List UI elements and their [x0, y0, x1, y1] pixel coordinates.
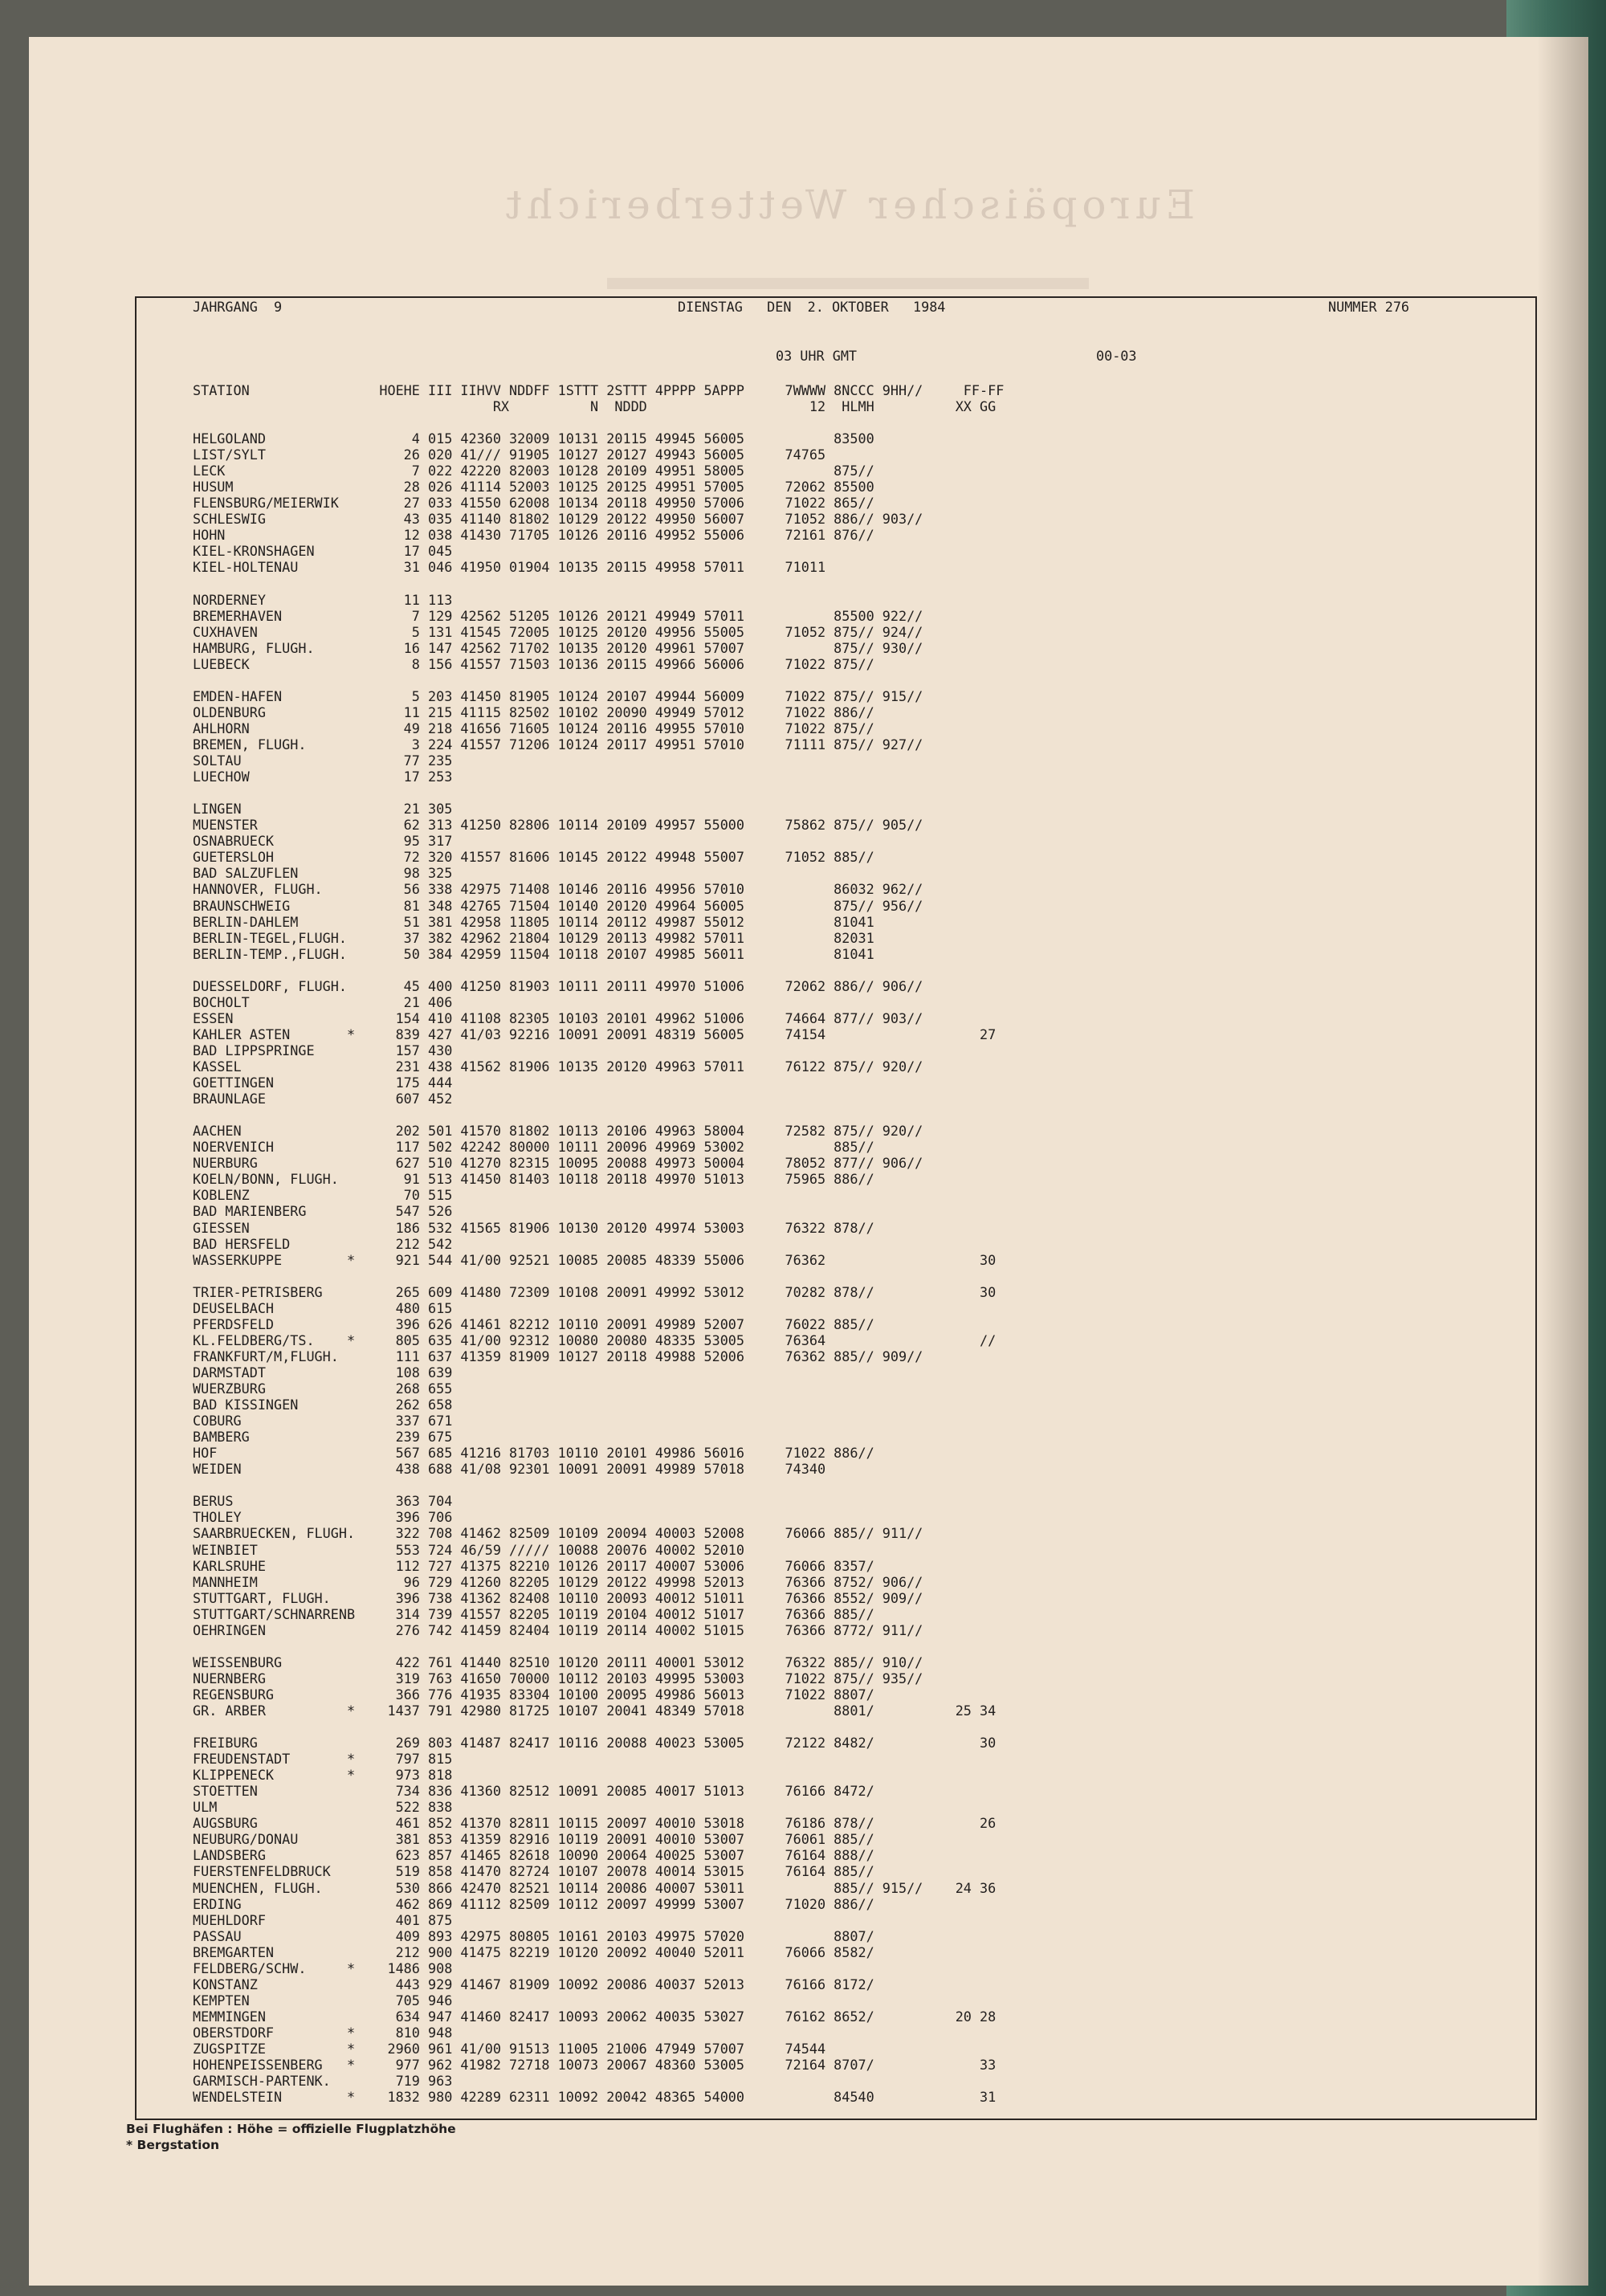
table-row: AACHEN 202 501 41570 81802 10113 20106 49963 58004 72582 875// 920// [193, 1123, 923, 1140]
table-row: BAD MARIENBERG 547 526 [193, 1203, 453, 1220]
table-row: PASSAU 409 893 42975 80805 10161 20103 49975 57020 8807/ [193, 1927, 874, 1944]
table-row: GOETTINGEN 175 444 [193, 1075, 453, 1091]
table-row: CUXHAVEN 5 131 41545 72005 10125 20120 49956 55005 71052 875// 924// [193, 623, 923, 640]
table-row: TRIER-PETRISBERG 265 609 41480 72309 10108 20091 49992 53012 70282 878// 30 [193, 1283, 997, 1300]
table-row: WENDELSTEIN * 1832 980 42289 62311 10092 20042 48365 54000 84540 31 [193, 2089, 997, 2106]
table-row: NUERBURG 627 510 41270 82315 10095 20088 49973 50004 78052 877// 906// [193, 1155, 923, 1172]
table-row: ERDING 462 869 41112 82509 10112 20097 49999 53007 71020 886// [193, 1895, 874, 1912]
table-row: WEIDEN 438 688 41/08 92301 10091 20091 49989 57018 74340 [193, 1461, 826, 1478]
table-row: BAD KISSINGEN 262 658 [193, 1397, 453, 1413]
table-row: BOCHOLT 21 406 [193, 993, 453, 1010]
table-row: WASSERKUPPE * 921 544 41/00 92521 10085 20085 48339 55006 76362 30 [193, 1251, 997, 1268]
column-subheaders: RX N NDDD 12 HLMH XX GG [193, 398, 997, 414]
table-row: KIEL-HOLTENAU 31 046 41950 01904 10135 20115 49958 57011 71011 [193, 559, 826, 576]
table-row: DARMSTADT 108 639 [193, 1364, 453, 1380]
table-row: HELGOLAND 4 015 42360 32009 10131 20115 49945 56005 83500 [193, 430, 874, 447]
table-row: KOELN/BONN, FLUGH. 91 513 41450 81403 10118 20118 49970 51013 75965 886// [193, 1171, 874, 1188]
table-row: BREMERHAVEN 7 129 42562 51205 10126 20121 49949 57011 85500 922// [193, 607, 923, 624]
table-row: LINGEN 21 305 [193, 801, 453, 818]
table-row: BAD SALZUFLEN 98 325 [193, 865, 453, 882]
table-row: KIEL-KRONSHAGEN 17 045 [193, 543, 453, 560]
table-row: FRANKFURT/M,FLUGH. 111 637 41359 81909 10127 20118 49988 52006 76362 885// 909// [193, 1348, 923, 1364]
table-row: OLDENBURG 11 215 41115 82502 10102 20090 49949 57012 71022 886// [193, 703, 874, 720]
bleed-through-title: Europäischer Wetterbericht [500, 181, 1196, 228]
table-row: AUGSBURG 461 852 41370 82811 10115 20097 40010 53018 76186 878// 26 [193, 1815, 997, 1832]
table-row: EMDEN-HAFEN 5 203 41450 81905 10124 20107 49944 56009 71022 875// 915// [193, 687, 923, 704]
table-row: HAMBURG, FLUGH. 16 147 42562 71702 10135 20120 49961 57007 875// 930// [193, 639, 923, 656]
table-row: MUENSTER 62 313 41250 82806 10114 20109 49957 55000 75862 875// 905// [193, 817, 923, 834]
table-row: MANNHEIM 96 729 41260 82205 10129 20122 49998 52013 76366 8752/ 906// [193, 1573, 923, 1590]
table-row: KAHLER ASTEN * 839 427 41/03 92216 10091 20091 48319 56005 74154 27 [193, 1026, 997, 1042]
table-row: FLENSBURG/MEIERWIK 27 033 41550 62008 10134 20118 49950 57006 71022 865// [193, 495, 874, 512]
table-row: NOERVENICH 117 502 42242 80000 10111 20096 49969 53002 885// [193, 1139, 874, 1156]
table-row: BERLIN-TEMP.,FLUGH. 50 384 42959 11504 10118 20107 49985 56011 81041 [193, 945, 874, 962]
date-line: DIENSTAG DEN 2. OKTOBER 1984 [678, 299, 946, 315]
table-row: SCHLESWIG 43 035 41140 81802 10129 20122 49950 56007 71052 886// 903// [193, 511, 923, 528]
table-row: WEISSENBURG 422 761 41440 82510 10120 20111 40001 53012 76322 885// 910// [193, 1654, 923, 1670]
table-row: BRAUNLAGE 607 452 [193, 1091, 453, 1107]
table-row: MUENCHEN, FLUGH. 530 866 42470 82521 10114 20086 40007 53011 885// 915// 24 36 [193, 1879, 997, 1896]
table-row: LIST/SYLT 26 020 41/// 91905 10127 20127 49943 56005 74765 [193, 447, 826, 463]
table-row: BREMGARTEN 212 900 41475 82219 10120 20092 40040 52011 76066 8582/ [193, 1943, 874, 1960]
table-row: BREMEN, FLUGH. 3 224 41557 71206 10124 20117 49951 57010 71111 875// 927// [193, 736, 923, 752]
table-row: GIESSEN 186 532 41565 81906 10130 20120 49974 53003 76322 878// [193, 1219, 874, 1236]
table-row: AHLHORN 49 218 41656 71605 10124 20116 49955 57010 71022 875// [193, 720, 874, 736]
table-row: KONSTANZ 443 929 41467 81909 10092 20086 40037 52013 76166 8172/ [193, 1976, 874, 1992]
table-row: HUSUM 28 026 41114 52003 10125 20125 49951 57005 72062 85500 [193, 479, 874, 495]
table-row: OBERSTDORF * 810 948 [193, 2024, 453, 2041]
table-row: GUETERSLOH 72 320 41557 81606 10145 20122 49948 55007 71052 885// [193, 849, 874, 866]
table-row: BAMBERG 239 675 [193, 1429, 453, 1446]
table-row: LANDSBERG 623 857 41465 82618 10090 20064 40025 53007 76164 888// [193, 1847, 874, 1864]
table-row: BERLIN-DAHLEM 51 381 42958 11805 10114 20112 49987 55012 81041 [193, 913, 874, 930]
table-row: BRAUNSCHWEIG 81 348 42765 71504 10140 20120 49964 56005 875// 956// [193, 897, 923, 914]
column-headers: STATION HOEHE III IIHVV NDDFF 1STTT 2STTT 4PPPP 5APPP 7WWWW 8NCCC 9HH// FF-FF [193, 382, 1005, 398]
table-row: STUTTGART, FLUGH. 396 738 41362 82408 10110 20093 40012 51011 76366 8552/ 909// [193, 1589, 923, 1606]
table-row: KARLSRUHE 112 727 41375 82210 10126 20117 40007 53006 76066 8357/ [193, 1557, 874, 1574]
table-row: HANNOVER, FLUGH. 56 338 42975 71408 10146 20116 49956 57010 86032 962// [193, 881, 923, 898]
issue-number: NUMMER 276 [1328, 299, 1410, 315]
table-row: OEHRINGEN 276 742 41459 82404 10119 20114 40002 51015 76366 8772/ 911// [193, 1621, 923, 1638]
table-row: MEMMINGEN 634 947 41460 82417 10093 20062 40035 53027 76162 8652/ 20 28 [193, 2008, 997, 2025]
table-row: NORDERNEY 11 113 [193, 591, 453, 608]
table-row: DEUSELBACH 480 615 [193, 1299, 453, 1316]
table-row: ESSEN 154 410 41108 82305 10103 20101 49962 51006 74664 877// 903// [193, 1009, 923, 1026]
volume-label: JAHRGANG 9 [193, 299, 283, 315]
table-row: KL.FELDBERG/TS. * 805 635 41/00 92312 10080 20080 48335 53005 76364 // [193, 1332, 997, 1348]
table-row: ULM 522 838 [193, 1799, 453, 1816]
table-row: KLIPPENECK * 973 818 [193, 1767, 453, 1784]
table-row: ZUGSPITZE * 2960 961 41/00 91513 11005 21006 47949 57007 74544 [193, 2041, 826, 2057]
period-label: 00-03 [1096, 348, 1137, 364]
table-row: WEINBIET 553 724 46/59 ///// 10088 20076 40002 52010 [193, 1541, 745, 1558]
table-row: LUECHOW 17 253 [193, 769, 453, 785]
table-row: REGENSBURG 366 776 41935 83304 10100 20095 49986 56013 71022 8807/ [193, 1686, 874, 1703]
table-row: STOETTEN 734 836 41360 82512 10091 20085 40017 51013 76166 8472/ [193, 1783, 874, 1800]
footnote-mountain-station: * Bergstation [126, 2138, 220, 2152]
table-row: FELDBERG/SCHW. * 1486 908 [193, 1960, 453, 1976]
table-row: KEMPTEN 705 946 [193, 1992, 453, 2008]
table-row: MUEHLDORF 401 875 [193, 1911, 453, 1928]
table-row: HOF 567 685 41216 81703 10110 20101 49986 56016 71022 886// [193, 1445, 874, 1462]
table-row: THOLEY 396 706 [193, 1509, 453, 1526]
table-row: KOBLENZ 70 515 [193, 1187, 453, 1204]
table-row: SOLTAU 77 235 [193, 752, 453, 769]
table-row: HOHENPEISSENBERG * 977 962 41982 72718 10073 20067 48360 53005 72164 8707/ 33 [193, 2057, 997, 2074]
table-row: COBURG 337 671 [193, 1413, 453, 1429]
table-row: BERLIN-TEGEL,FLUGH. 37 382 42962 21804 10129 20113 49982 57011 82031 [193, 929, 874, 946]
observation-time: 03 UHR GMT [776, 348, 858, 364]
table-row: OSNABRUECK 95 317 [193, 833, 453, 850]
table-row: BAD LIPPSPRINGE 157 430 [193, 1042, 453, 1058]
table-row: BERUS 363 704 [193, 1493, 453, 1510]
table-row: DUESSELDORF, FLUGH. 45 400 41250 81903 10111 20111 49970 51006 72062 886// 906// [193, 977, 923, 994]
table-row: NUERNBERG 319 763 41650 70000 10112 20103 49995 53003 71022 875// 935// [193, 1670, 923, 1686]
table-row: GR. ARBER * 1437 791 42980 81725 10107 20041 48349 57018 8801/ 25 34 [193, 1702, 997, 1719]
table-row: WUERZBURG 268 655 [193, 1380, 453, 1397]
table-row: LUEBECK 8 156 41557 71503 10136 20115 49966 56006 71022 875// [193, 655, 874, 672]
table-row: PFERDSFELD 396 626 41461 82212 10110 20091 49989 52007 76022 885// [193, 1315, 874, 1332]
table-row: KASSEL 231 438 41562 81906 10135 20120 49963 57011 76122 875// 920// [193, 1058, 923, 1075]
footnote-airport: Bei Flughäfen : Höhe = offizielle Flugplatzhöhe [126, 2122, 456, 2136]
table-row: GARMISCH-PARTENK. 719 963 [193, 2073, 453, 2090]
table-row: BAD HERSFELD 212 542 [193, 1235, 453, 1252]
table-row: HOHN 12 038 41430 71705 10126 20116 49952 55006 72161 876// [193, 527, 874, 544]
table-row: SAARBRUECKEN, FLUGH. 322 708 41462 82509 10109 20094 40003 52008 76066 885// 911// [193, 1525, 923, 1542]
page-gutter-shadow [1537, 37, 1588, 2286]
table-row: LECK 7 022 42220 82003 10128 20109 49951 58005 875// [193, 463, 874, 479]
table-row: FUERSTENFELDBRUCK 519 858 41470 82724 10107 20078 40014 53015 76164 885// [193, 1863, 874, 1880]
bleed-through-subtitle-shading [607, 278, 1089, 289]
table-row: FREIBURG 269 803 41487 82417 10116 20088 40023 53005 72122 8482/ 30 [193, 1735, 997, 1752]
table-row: FREUDENSTADT * 797 815 [193, 1751, 453, 1768]
table-row: STUTTGART/SCHNARRENB 314 739 41557 82205 10119 20104 40012 51017 76366 885// [193, 1605, 874, 1622]
table-row: NEUBURG/DONAU 381 853 41359 82916 10119 20091 40010 53007 76061 885// [193, 1831, 874, 1848]
